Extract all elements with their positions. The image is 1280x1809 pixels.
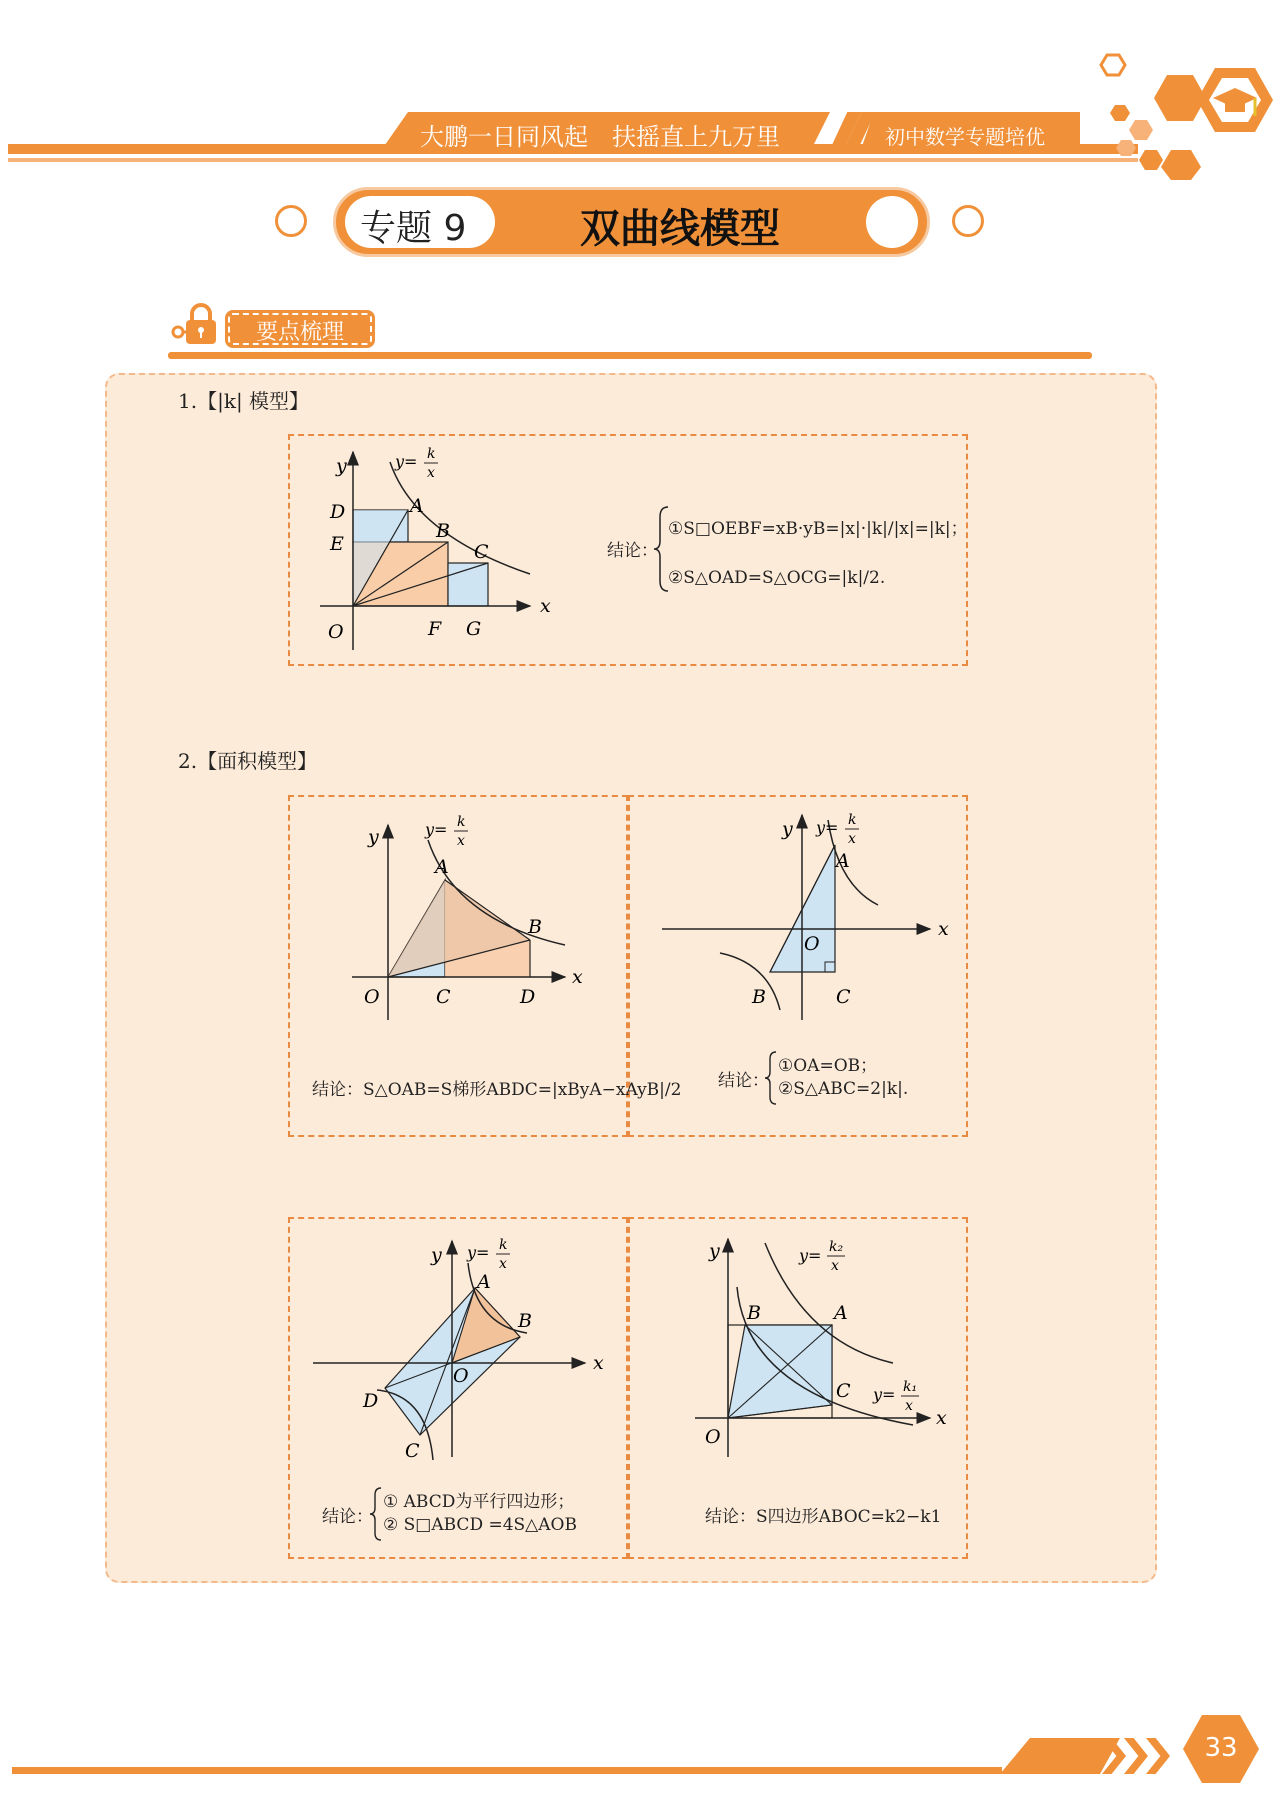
- svg-text:D: D: [330, 501, 346, 523]
- chapter-title: 双曲线模型: [580, 206, 780, 252]
- header-slogan: 大鹏一日同风起 扶摇直上九万里: [420, 123, 780, 151]
- model1-heading: 1.【|k| 模型】: [178, 389, 310, 413]
- svg-text:A: A: [477, 1271, 491, 1293]
- svg-text:k₁: k₁: [903, 1379, 918, 1395]
- svg-text:A: A: [435, 856, 449, 878]
- svg-text:A: A: [834, 1302, 848, 1324]
- model1-line2: ②S△OAD=S△OCG=|k|/2.: [668, 568, 886, 588]
- svg-text:B: B: [752, 986, 766, 1008]
- svg-text:C: C: [474, 541, 489, 563]
- svg-text:O: O: [453, 1365, 469, 1387]
- svg-text:k: k: [499, 1237, 508, 1253]
- svg-text:x: x: [938, 918, 949, 940]
- model2b-figure: [660, 805, 960, 1030]
- svg-text:D: D: [520, 986, 536, 1008]
- svg-text:y=: y=: [395, 452, 418, 471]
- svg-text:B: B: [518, 1310, 532, 1332]
- svg-text:x: x: [457, 833, 465, 849]
- svg-text:O: O: [804, 933, 820, 955]
- svg-text:x: x: [540, 595, 551, 617]
- header-series: 初中数学专题培优: [885, 125, 1045, 149]
- svg-text:C: C: [836, 986, 851, 1008]
- svg-text:A: A: [836, 850, 850, 872]
- svg-text:y=: y=: [816, 818, 839, 837]
- model2a-conclusion: 结论：S△OAB=S梯形ABDC=|xByA−xAyB|/2: [312, 1080, 682, 1100]
- svg-text:y: y: [709, 1240, 720, 1262]
- svg-text:y: y: [782, 818, 793, 840]
- svg-text:y: y: [368, 826, 379, 848]
- page-number: 33: [1204, 1733, 1238, 1763]
- svg-text:y=: y=: [425, 820, 448, 839]
- svg-text:x: x: [936, 1407, 947, 1429]
- model2c-line2: ② S□ABCD =4S△AOB: [383, 1515, 577, 1535]
- svg-text:E: E: [330, 533, 344, 555]
- svg-text:O: O: [328, 621, 344, 643]
- svg-text:C: C: [405, 1440, 420, 1462]
- svg-text:x: x: [427, 465, 435, 481]
- model2d-conclusion: 结论：S四边形ABOC=k2−k1: [705, 1507, 942, 1527]
- model2a-figure: [340, 805, 590, 1030]
- svg-text:x: x: [572, 966, 583, 988]
- section-rule: [168, 352, 1092, 359]
- svg-text:O: O: [705, 1426, 721, 1448]
- svg-text:k: k: [457, 814, 466, 830]
- title-ring-right-icon: [952, 205, 984, 237]
- svg-text:y=: y=: [799, 1246, 822, 1265]
- svg-text:k₂: k₂: [829, 1239, 844, 1255]
- svg-text:B: B: [436, 520, 450, 542]
- svg-text:y=: y=: [467, 1243, 490, 1262]
- svg-text:D: D: [363, 1390, 379, 1412]
- title-pill-dot-icon: [866, 196, 918, 248]
- header-rule-thin: [8, 158, 1138, 162]
- model2c-line1: ① ABCD为平行四边形；: [383, 1492, 575, 1512]
- svg-text:x: x: [905, 1398, 913, 1414]
- chevron-right-icon: [1124, 1738, 1148, 1774]
- svg-text:C: C: [836, 1380, 851, 1402]
- svg-text:C: C: [436, 986, 451, 1008]
- chapter-label: 专题 9: [360, 208, 467, 249]
- svg-text:x: x: [848, 831, 856, 847]
- svg-text:O: O: [364, 986, 380, 1008]
- model2b-line2: ②S△ABC=2|k|.: [778, 1079, 909, 1099]
- brace-icon: [763, 1050, 779, 1106]
- model1-figure: [300, 440, 560, 660]
- footer-band: [1000, 1738, 1120, 1774]
- svg-text:B: B: [747, 1302, 761, 1324]
- graduation-hexagon-logo-icon: [1085, 50, 1275, 180]
- svg-text:k: k: [427, 446, 436, 462]
- svg-text:y=: y=: [873, 1385, 896, 1404]
- svg-text:y: y: [336, 455, 347, 477]
- model2-heading: 2.【面积模型】: [178, 749, 318, 773]
- model2c-conclusion-prefix: 结论：: [322, 1507, 373, 1527]
- chevron-right-icon: [1146, 1738, 1170, 1774]
- svg-text:x: x: [593, 1352, 604, 1374]
- model2b-conclusion-prefix: 结论：: [718, 1071, 769, 1091]
- svg-text:x: x: [831, 1258, 839, 1274]
- model2c-figure: [305, 1225, 615, 1465]
- lock-key-icon: [170, 302, 220, 350]
- model1-conclusion-prefix: 结论：: [607, 541, 658, 561]
- svg-text:G: G: [466, 618, 482, 640]
- title-ring-left-icon: [275, 205, 307, 237]
- svg-text:B: B: [528, 916, 542, 938]
- model1-line1: ①S□OEBF=xB·yB=|x|·|k|/|x|=|k|；: [668, 519, 968, 539]
- model2d-figure: [685, 1225, 955, 1465]
- brace-icon: [368, 1486, 384, 1542]
- section-tag-label: 要点梳理: [255, 320, 344, 345]
- svg-text:A: A: [410, 495, 424, 517]
- svg-text:y: y: [431, 1244, 442, 1266]
- svg-text:k: k: [848, 812, 857, 828]
- footer-rule: [12, 1767, 1002, 1774]
- svg-text:F: F: [428, 618, 442, 640]
- model2b-line1: ①OA=OB；: [778, 1056, 878, 1076]
- svg-text:x: x: [499, 1256, 507, 1272]
